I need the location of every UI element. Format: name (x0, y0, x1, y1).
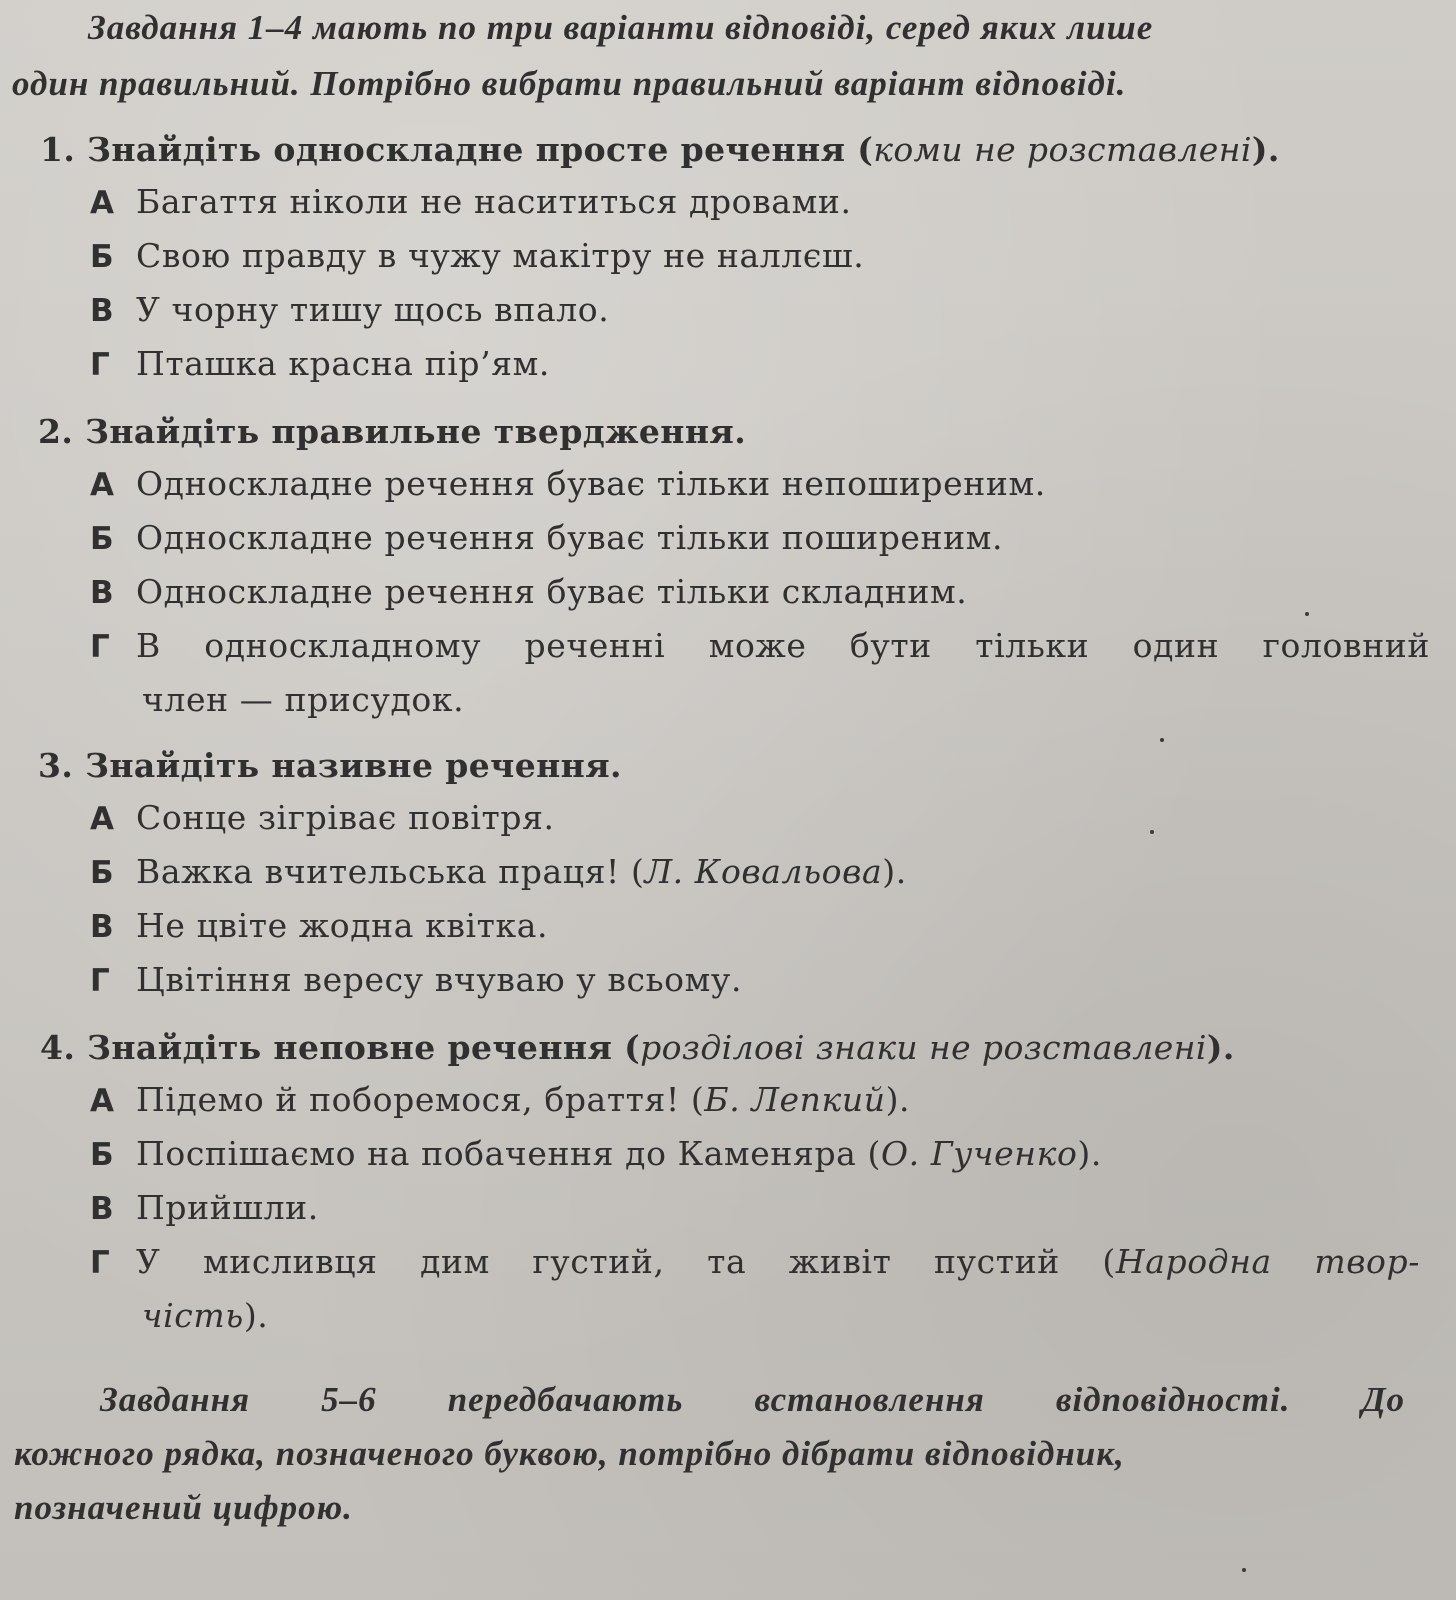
option-letter: Б (90, 855, 115, 891)
option-text: Важка вчительська праця! ( (136, 852, 645, 891)
question-3 (38, 746, 622, 786)
option-letter: Г (90, 629, 111, 665)
option-text: У мисливця дим густий, та живіт пустий ( (136, 1242, 1116, 1281)
option-text-end: ). (882, 852, 907, 891)
instructions-top-line-2: один правильний. Потрібно вибрати правильний варіант відповіді. (12, 64, 1127, 103)
paper-speck (1160, 738, 1164, 742)
question-4-option-a (90, 1080, 910, 1121)
question-2-option-c (90, 572, 967, 613)
question-number: 2. (38, 412, 74, 451)
option-author-continued: чість (142, 1296, 244, 1335)
question-text: Знайдіть неповне речення ( (87, 1028, 641, 1067)
option-text: Односкладне речення буває тільки поширеним. (136, 518, 1004, 557)
question-1-option-a (90, 182, 852, 223)
question-4-option-c (90, 1188, 319, 1229)
paper-speck (1242, 1568, 1246, 1572)
option-author: О. Гученко (881, 1134, 1078, 1173)
option-letter: В (90, 909, 115, 945)
question-2-option-d (90, 626, 1430, 667)
question-2 (38, 412, 746, 452)
question-4-option-d (90, 1242, 1420, 1283)
question-number: 4. (40, 1028, 76, 1067)
question-3-option-d (90, 960, 742, 1001)
option-letter: Б (90, 1137, 115, 1173)
question-text: Знайдіть називне речення. (85, 746, 622, 785)
option-text: Односкладне речення буває тільки складним. (136, 572, 968, 611)
question-1 (40, 130, 1280, 170)
question-3-option-b (90, 852, 907, 893)
option-text: В односкладному реченні може бути тільки один головний (136, 626, 1430, 665)
option-letter: А (90, 467, 115, 503)
question-number: 3. (38, 746, 74, 785)
question-2-option-b (90, 518, 1003, 559)
option-letter: Г (90, 963, 111, 999)
instructions-bottom-line-1: Завдання 5–6 передбачають встановлення відповідності. До (100, 1380, 1405, 1419)
option-author: Народна твор- (1115, 1242, 1420, 1281)
question-text-end: ). (1251, 130, 1280, 169)
option-text: У чорну тишу щось впало. (136, 290, 610, 329)
option-text: Поспішаємо на побачення до Каменяра ( (136, 1134, 882, 1173)
option-letter: Г (90, 1245, 111, 1281)
option-letter: Б (90, 521, 115, 557)
option-text-end: ). (243, 1296, 269, 1335)
question-1-option-d (90, 344, 550, 385)
paper-speck (1150, 830, 1154, 834)
option-text-end: ). (1077, 1134, 1102, 1173)
option-text: Багаття ніколи не насититься дровами. (136, 182, 852, 221)
question-note: розділові знаки не розставлені (640, 1028, 1207, 1067)
option-letter: В (90, 1191, 115, 1227)
question-text: Знайдіть правильне твердження. (85, 412, 747, 451)
option-letter: В (90, 575, 115, 611)
option-letter: Б (90, 239, 115, 275)
paper-speck (1305, 612, 1309, 616)
instructions-top-line-1: Завдання 1–4 мають по три варіанти відповіді, серед яких лише (88, 8, 1154, 47)
option-text: Односкладне речення буває тільки непоширеним. (136, 464, 1046, 503)
instructions-bottom-line-3: позначений цифрою. (14, 1488, 353, 1527)
question-text: Знайдіть односкладне просте речення ( (87, 130, 874, 169)
option-text: Свою правду в чужу макітру не наллєш. (136, 236, 865, 275)
option-letter: А (90, 801, 115, 837)
question-4 (40, 1028, 1235, 1068)
option-text: Підемо й поборемося, браття! ( (136, 1080, 705, 1119)
option-author: Л. Ковальова (644, 852, 883, 891)
question-text-end: ). (1206, 1028, 1235, 1067)
question-2-option-d-continued: член — присудок. (142, 680, 465, 719)
option-text: Сонце зігріває повітря. (136, 798, 555, 837)
question-3-option-a (90, 798, 555, 839)
question-4-option-b (90, 1134, 1102, 1175)
option-letter: А (90, 1083, 115, 1119)
option-letter: В (90, 293, 115, 329)
option-author: Б. Лепкий (704, 1080, 886, 1119)
question-1-option-b (90, 236, 864, 277)
question-1-option-c (90, 290, 609, 331)
option-letter: А (90, 185, 115, 221)
question-note: коми не розставлені (873, 130, 1252, 169)
question-2-option-a (90, 464, 1046, 505)
option-text: Прийшли. (136, 1188, 319, 1227)
question-3-option-c (90, 906, 548, 947)
option-text: Не цвіте жодна квітка. (136, 906, 549, 945)
question-number: 1. (40, 130, 76, 169)
option-text: Цвітіння вересу вчуваю у всьому. (136, 960, 743, 999)
option-letter: Г (90, 347, 111, 383)
instructions-bottom-line-2: кожного рядка, позначеного буквою, потрібно дібрати відповідник, (14, 1434, 1125, 1473)
option-text: Пташка красна пір’ям. (136, 344, 550, 383)
question-4-option-d-continued (142, 1296, 268, 1336)
option-text-end: ). (885, 1080, 911, 1119)
